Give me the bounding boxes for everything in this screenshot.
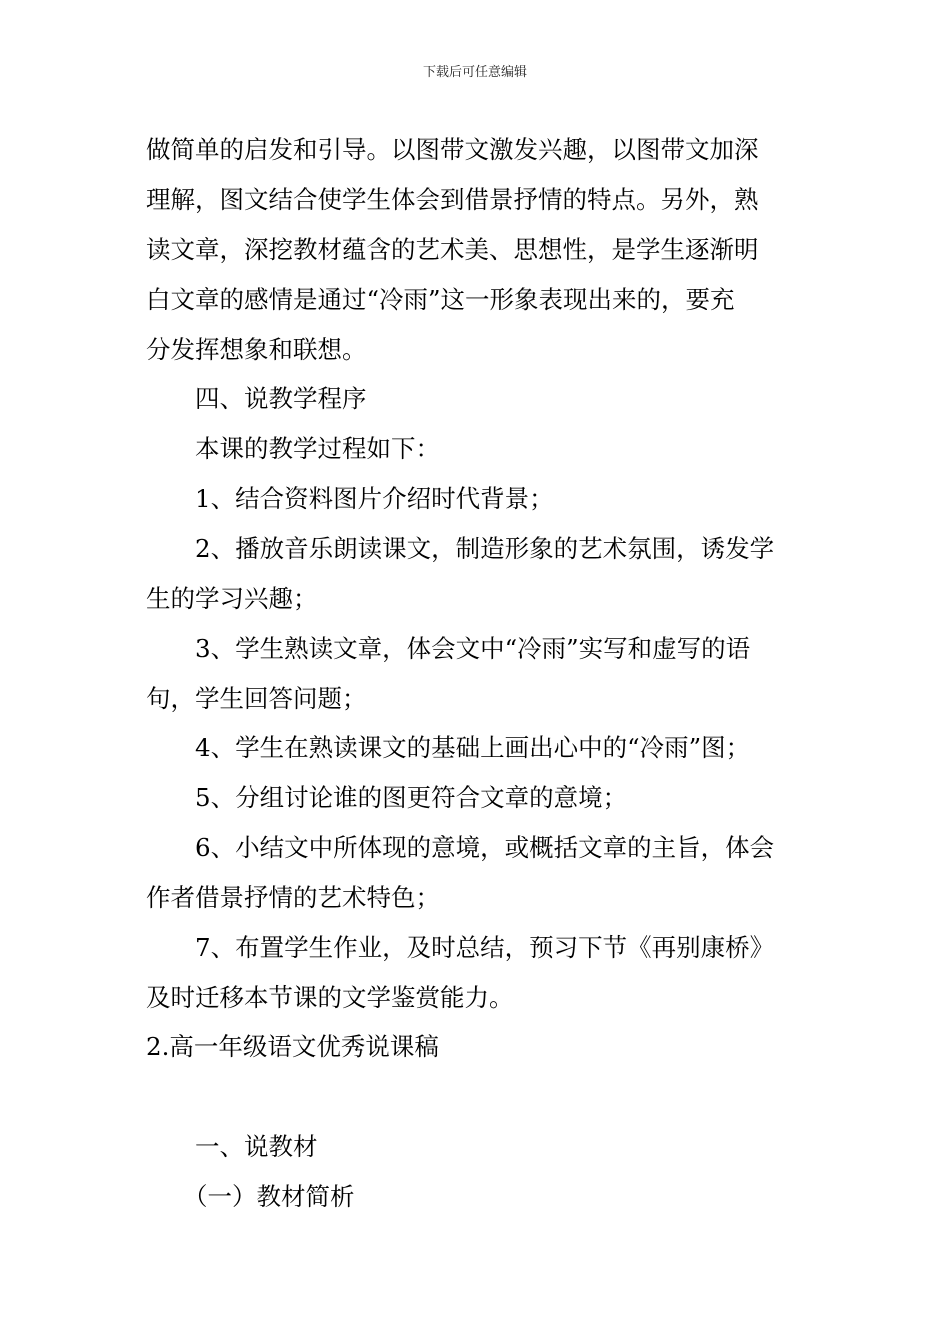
list-item: 7、布置学生作业，及时总结，预习下节《再别康桥》 [195,933,775,962]
paragraph-line: 读文章，深挖教材蕴含的艺术美、思想性，是学生逐渐明 [146,235,759,264]
list-item: 4、学生在熟读课文的基础上画出心中的“冷雨”图； [195,733,751,762]
paragraph-line: 理解，图文结合使学生体会到借景抒情的特点。另外，熟 [146,185,759,214]
list-item: 3、学生熟读文章，体会文中“冷雨”实写和虚写的语 [195,634,751,663]
page-header: 下载后可任意编辑 [422,65,527,80]
list-item: 5、分组讨论谁的图更符合文章的意境； [195,783,628,812]
list-item-continuation: 作者借景抒情的艺术特色； [146,883,440,912]
paragraph-line: 做简单的启发和引导。以图带文激发兴趣，以图带文加深 [146,135,759,164]
document-title: 2.高一年级语文优秀说课稿 [146,1032,439,1061]
section-heading: 一、说教材 [195,1132,318,1161]
paragraph-line: 分发挥想象和联想。 [146,335,367,364]
list-item-continuation: 及时迁移本节课的文学鉴赏能力。 [146,983,514,1012]
paragraph-line: 本课的教学过程如下： [195,434,440,463]
list-item-continuation: 句，学生回答问题； [146,684,367,713]
paragraph-line: 白文章的感情是通过“冷雨”这一形象表现出来的，要充 [146,285,735,314]
subsection-heading: （一）教材简析 [183,1182,355,1211]
list-item: 2、播放音乐朗读课文，制造形象的艺术氛围，诱发学 [195,534,775,563]
section-heading: 四、说教学程序 [195,384,367,413]
list-item: 1、结合资料图片介绍时代背景； [195,484,554,513]
list-item: 6、小结文中所体现的意境，或概括文章的主旨，体会 [195,833,775,862]
list-item-continuation: 生的学习兴趣； [146,584,318,613]
